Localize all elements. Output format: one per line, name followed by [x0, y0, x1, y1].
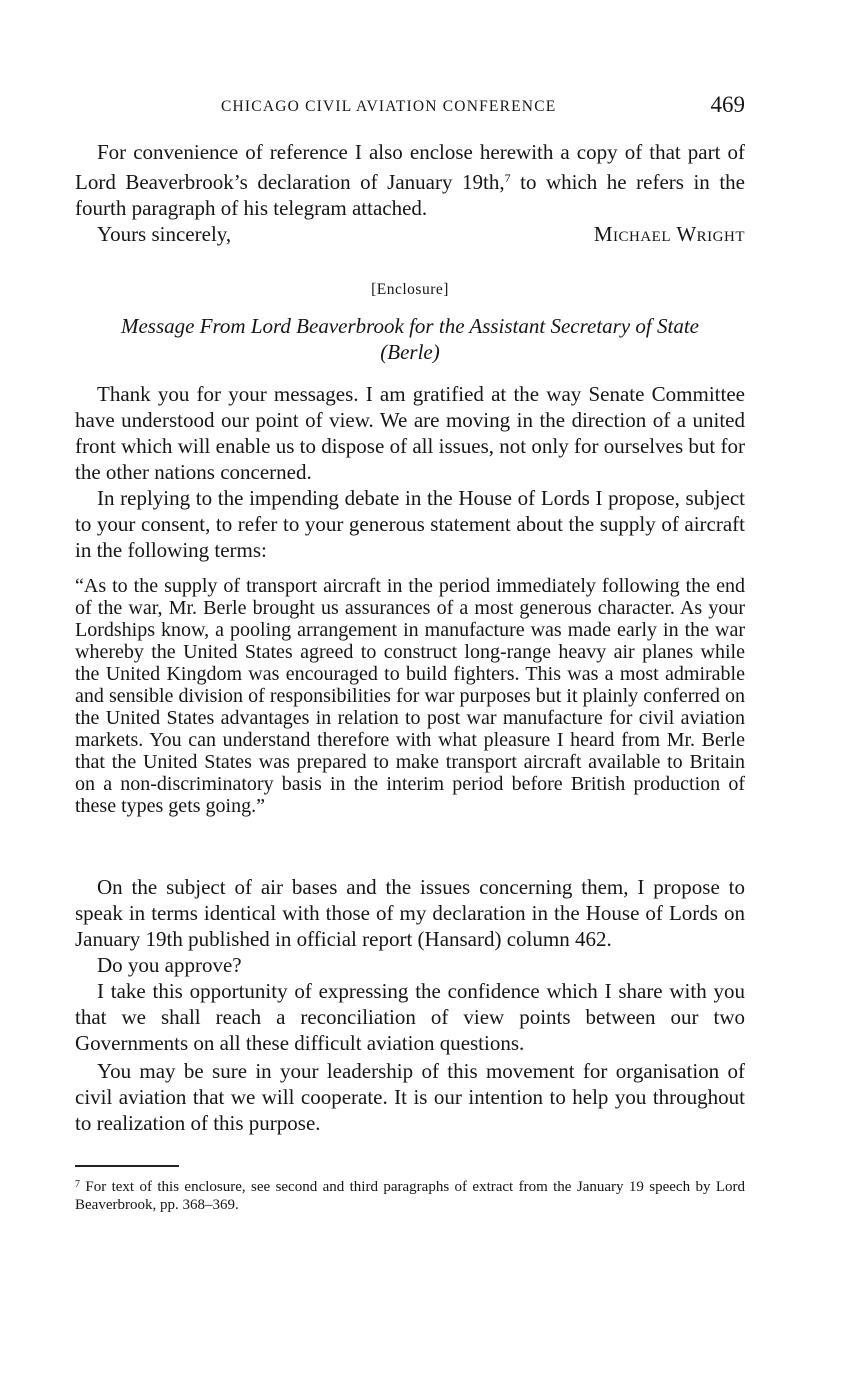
message-paragraph-3: On the subject of air bases and the issues concerning them, I propose to speak in terms identical with those of my declaration in the House of Lords on January 19th published in official report (Hansard) column 462.: [75, 875, 745, 951]
footnote-divider: [75, 1165, 179, 1167]
message-paragraph-4: Do you approve?: [97, 953, 242, 977]
message-paragraph-1: Thank you for your messages. I am gratified at the way Senate Committee have understood our point of view. We are moving in the direction of a united front which will enable us to dispose of all issues, not only for ourselves but for the other nations concerned.: [75, 382, 745, 484]
footnote-mark: 7: [75, 1179, 80, 1190]
message-closing: [75, 874, 745, 1136]
enclosure-label: [Enclosure]: [371, 281, 449, 298]
letter-paragraph: [75, 139, 745, 221]
page-number: 469: [710, 92, 745, 117]
letter-paragraph-text-before: For convenience of reference I also enclose herewith a copy of that part of Lord Beaverbrook’s declaration of January 19th,: [75, 140, 745, 194]
message-paragraph-2: In replying to the impending debate in the House of Lords I propose, subject to your consent, to refer to your generous statement about the supply of aircraft in the following terms:: [75, 486, 745, 562]
letter-paragraph-text-after: to which he refers in the fourth paragraph of his telegram attached.: [75, 170, 745, 220]
letter-closing: Yours sincerely,: [97, 222, 232, 246]
footnote-text: For text of this enclosure, see second and third paragraphs of extract from the January 19 speech by Lord Beaverbrook, pp. 368–369.: [75, 1179, 746, 1213]
footnote-reference: 7: [504, 171, 511, 185]
block-quote: [75, 575, 745, 817]
letter-signoff: [75, 221, 745, 247]
message-opening: [75, 381, 745, 563]
message-title: Message From Lord Beaverbrook for the Assistant Secretary of State (Berle): [120, 314, 699, 364]
message-paragraph-5: I take this opportunity of expressing the confidence which I share with you that we shall reach a reconciliation of view points between our two Governments on all these difficult aviation questions.: [75, 979, 745, 1055]
quoted-statement: “As to the supply of transport aircraft in the period immediately following the end of the war, Mr. Berle brought us assurances of a most generous character. As your Lordships know, a pooling arrangement in manufacture was made early in the war whereby the United States agreed to construct long-range heavy air planes while the United Kingdom was encouraged to build fighters. This was a most admirable and sensible division of responsibilities for war purposes but it plainly conferred on the United States advantages in relation to post war manufacture for civil aviation markets. You can understand therefore with what pleasure I heard from Mr. Berle that the United States was prepared to make transport aircraft available to Britain on a non-discriminatory basis in the interim period before British production of these types gets going.”: [75, 575, 745, 817]
footnote: [75, 1176, 745, 1214]
running-title: CHICAGO CIVIL AVIATION CONFERENCE: [221, 98, 557, 115]
letter-body: [75, 139, 745, 247]
running-header: [75, 92, 745, 122]
message-paragraph-6: You may be sure in your leadership of this movement for organisation of civil aviation that we will cooperate. It is our intention to help you throughout to realization of this purpose.: [75, 1059, 745, 1135]
letter-signature: Michael Wright: [593, 222, 745, 246]
